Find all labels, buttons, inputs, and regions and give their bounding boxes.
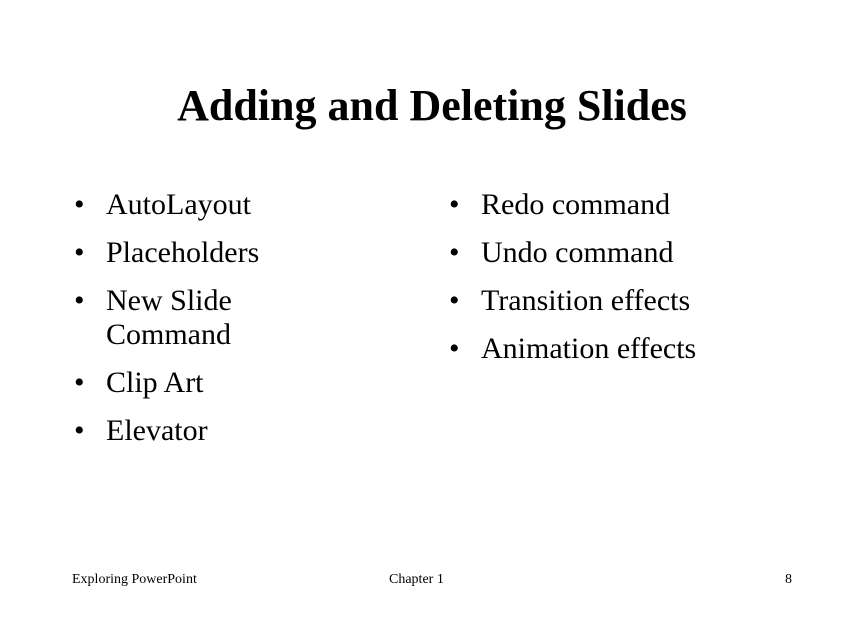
slide-title: Adding and Deleting Slides xyxy=(177,81,687,130)
bullet-icon: • xyxy=(74,366,85,399)
bullet-text: New Slide Command xyxy=(106,284,232,351)
bullet-text: Animation effects xyxy=(481,332,697,365)
bullet-item xyxy=(74,188,374,222)
bullet-text: Transition effects xyxy=(481,284,691,317)
bullet-text: Elevator xyxy=(106,414,208,447)
bullet-item xyxy=(74,366,374,400)
bullet-text: Redo command xyxy=(481,188,671,221)
bullet-icon: • xyxy=(74,414,85,447)
bullet-item xyxy=(449,236,809,270)
bullet-text: Placeholders xyxy=(106,236,260,269)
bullet-icon: • xyxy=(449,236,460,269)
bullet-icon: • xyxy=(449,188,460,221)
bullet-icon: • xyxy=(449,284,460,317)
slide-number: 8 xyxy=(785,572,792,587)
bullet-icon: • xyxy=(74,284,85,317)
left-bullet-list xyxy=(74,188,374,462)
footer-center: Chapter 1 xyxy=(389,572,444,587)
bullet-text: Undo command xyxy=(481,236,674,269)
bullet-text: AutoLayout xyxy=(106,188,251,221)
bullet-icon: • xyxy=(449,332,460,365)
footer-left: Exploring PowerPoint xyxy=(72,572,197,587)
bullet-item xyxy=(449,188,809,222)
bullet-item xyxy=(74,414,374,448)
bullet-icon: • xyxy=(74,236,85,269)
right-bullet-list xyxy=(449,188,809,380)
bullet-icon: • xyxy=(74,188,85,221)
bullet-item xyxy=(449,332,809,366)
bullet-item xyxy=(449,284,809,318)
bullet-text: Clip Art xyxy=(106,366,204,399)
bullet-item xyxy=(74,284,374,352)
bullet-item xyxy=(74,236,374,270)
